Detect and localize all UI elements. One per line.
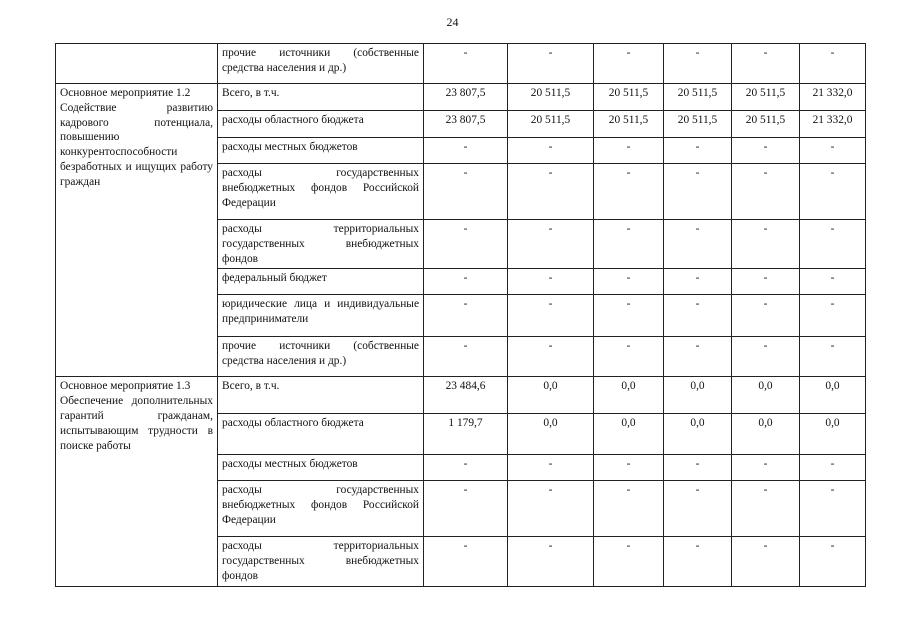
measure-cell-empty	[56, 44, 218, 84]
funding-source-cell: расходы местных бюджетов	[218, 138, 424, 164]
value-cell: 20 511,5	[594, 84, 664, 111]
value-cell: -	[664, 295, 732, 337]
value-cell: 0,0	[664, 414, 732, 455]
page-number: 24	[446, 15, 459, 29]
value-cell: -	[664, 44, 732, 84]
value-cell: -	[800, 164, 866, 220]
value-cell: 0,0	[732, 414, 800, 455]
value-cell: -	[424, 44, 508, 84]
funding-source-cell: расходы государственных внебюджетных фондов Российской Федерации	[218, 164, 424, 220]
funding-source-cell: расходы местных бюджетов	[218, 455, 424, 481]
value-cell: 0,0	[800, 377, 866, 414]
value-cell: -	[732, 269, 800, 295]
funding-source-cell: Всего, в т.ч.	[218, 84, 424, 111]
value-cell: -	[424, 295, 508, 337]
value-cell: 20 511,5	[664, 84, 732, 111]
value-cell: -	[508, 220, 594, 269]
value-cell: -	[424, 537, 508, 586]
value-cell: -	[594, 138, 664, 164]
value-cell: 20 511,5	[508, 84, 594, 111]
value-cell: 23 807,5	[424, 84, 508, 111]
table-row	[56, 84, 866, 111]
value-cell: 20 511,5	[732, 84, 800, 111]
value-cell: 0,0	[508, 414, 594, 455]
funding-source-cell: Всего, в т.ч.	[218, 377, 424, 414]
value-cell: -	[424, 164, 508, 220]
value-cell: 0,0	[664, 377, 732, 414]
value-cell: -	[732, 44, 800, 84]
value-cell: -	[424, 455, 508, 481]
funding-source-cell: юридические лица и индивидуальные предприниматели	[218, 295, 424, 337]
value-cell: -	[508, 455, 594, 481]
value-cell: -	[424, 481, 508, 537]
value-cell: -	[594, 337, 664, 377]
value-cell: -	[508, 337, 594, 377]
value-cell: -	[508, 295, 594, 337]
value-cell: 0,0	[732, 377, 800, 414]
funding-source-cell: федеральный бюджет	[218, 269, 424, 295]
funding-source-cell: расходы территориальных государственных внебюджетных фондов	[218, 220, 424, 269]
funding-source-cell: расходы областного бюджета	[218, 414, 424, 455]
table-row	[56, 44, 866, 84]
measure-cell	[56, 84, 218, 377]
measure-description: Содействие развитию кадрового потенциала, повышению конкурентоспособности безработных и ищущих работу граждан	[60, 101, 213, 188]
value-cell: -	[664, 455, 732, 481]
funding-source-cell: расходы государственных внебюджетных фондов Российской Федерации	[218, 481, 424, 537]
value-cell: -	[594, 220, 664, 269]
value-cell: -	[664, 481, 732, 537]
value-cell: -	[594, 481, 664, 537]
value-cell: 23 807,5	[424, 111, 508, 138]
value-cell: -	[594, 455, 664, 481]
value-cell: -	[800, 455, 866, 481]
value-cell: -	[508, 44, 594, 84]
value-cell: 20 511,5	[508, 111, 594, 138]
value-cell: 23 484,6	[424, 377, 508, 414]
value-cell: -	[508, 537, 594, 586]
value-cell: -	[508, 164, 594, 220]
value-cell: -	[800, 220, 866, 269]
value-cell: -	[800, 481, 866, 537]
value-cell: -	[594, 164, 664, 220]
value-cell: -	[732, 537, 800, 586]
table-row	[56, 377, 866, 414]
value-cell: -	[508, 269, 594, 295]
value-cell: -	[800, 138, 866, 164]
value-cell: -	[594, 44, 664, 84]
measure-title: Основное мероприятие 1.2	[60, 87, 191, 99]
value-cell: -	[424, 138, 508, 164]
value-cell: -	[664, 337, 732, 377]
value-cell: -	[664, 164, 732, 220]
value-cell: -	[664, 269, 732, 295]
value-cell: -	[800, 337, 866, 377]
measure-cell	[56, 377, 218, 586]
measure-title: Основное мероприятие 1.3	[60, 380, 191, 393]
value-cell: 0,0	[594, 377, 664, 414]
value-cell: -	[732, 337, 800, 377]
budget-table	[55, 43, 866, 587]
value-cell: -	[800, 44, 866, 84]
value-cell: -	[594, 537, 664, 586]
value-cell: -	[594, 269, 664, 295]
value-cell: -	[800, 269, 866, 295]
measure-description: Обеспечение дополнительных гарантий гражданам, испытывающим трудности в поиске работы	[60, 395, 213, 452]
value-cell: -	[508, 138, 594, 164]
value-cell: -	[424, 337, 508, 377]
funding-source-cell: расходы территориальных государственных внебюджетных фондов	[218, 537, 424, 586]
value-cell: 20 511,5	[594, 111, 664, 138]
value-cell: -	[800, 537, 866, 586]
value-cell: 21 332,0	[800, 84, 866, 111]
value-cell: 21 332,0	[800, 111, 866, 138]
value-cell: -	[732, 455, 800, 481]
value-cell: -	[424, 269, 508, 295]
value-cell: -	[424, 220, 508, 269]
value-cell: 0,0	[800, 414, 866, 455]
value-cell: -	[732, 138, 800, 164]
funding-source-cell: прочие источники (собственные средства населения и др.)	[218, 44, 424, 84]
value-cell: -	[664, 138, 732, 164]
value-cell: 20 511,5	[664, 111, 732, 138]
value-cell: 20 511,5	[732, 111, 800, 138]
value-cell: -	[732, 481, 800, 537]
value-cell: 0,0	[508, 377, 594, 414]
value-cell: -	[594, 295, 664, 337]
funding-source-cell: прочие источники (собственные средства населения и др.)	[218, 337, 424, 377]
value-cell: -	[664, 537, 732, 586]
value-cell: -	[664, 220, 732, 269]
value-cell: 0,0	[594, 414, 664, 455]
value-cell: -	[508, 481, 594, 537]
value-cell: -	[800, 295, 866, 337]
value-cell: -	[732, 295, 800, 337]
value-cell: -	[732, 220, 800, 269]
funding-source-cell: расходы областного бюджета	[218, 111, 424, 138]
value-cell: 1 179,7	[424, 414, 508, 455]
value-cell: -	[732, 164, 800, 220]
budget-table-body	[56, 44, 866, 587]
